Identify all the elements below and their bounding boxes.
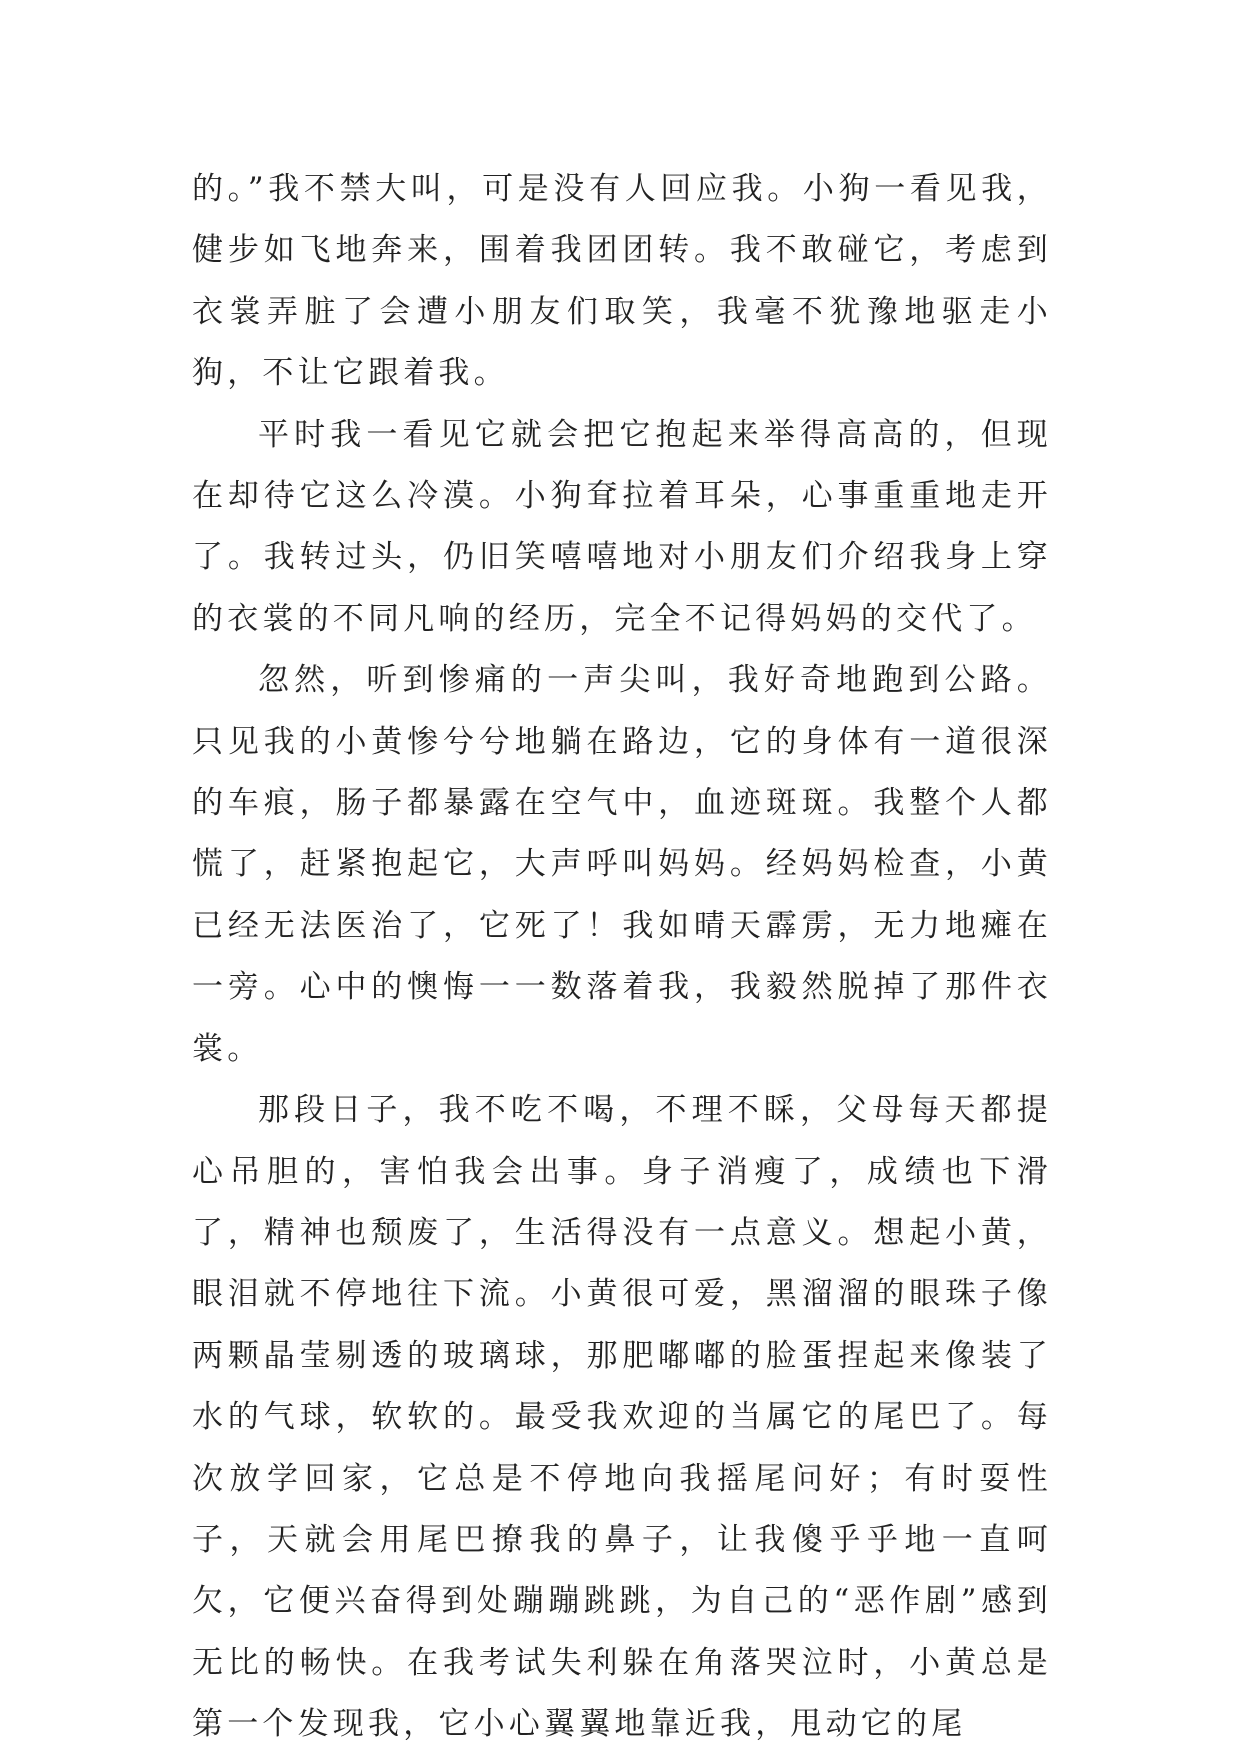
document-body [192,159,1052,1756]
paragraph-1: 的。”我不禁大叫，可是没有人回应我。小狗一看见我，健步如飞地奔来，围着我团团转。我不敢碰它，考虑到衣裳弄脏了会遭小朋友们取笑，我毫不犹豫地驱走小狗，不让它跟着我。 [192,171,1052,392]
paragraph-2: 平时我一看见它就会把它抱起来举得高高的，但现在却待它这么冷漠。小狗耷拉着耳朵，心事重重地走开了。我转过头，仍旧笑嘻嘻地对小朋友们介绍我身上穿的衣裳的不同凡响的经历，完全不记得妈妈的交代了。 [192,416,1052,637]
paragraph-3: 忽然，听到惨痛的一声尖叫，我好奇地跑到公路。只见我的小黄惨兮兮地躺在路边，它的身体有一道很深的车痕，肠子都暴露在空气中，血迹斑斑。我整个人都慌了，赶紧抱起它，大声呼叫妈妈。经妈妈检查，小黄已经无法医治了，它死了！我如晴天霹雳，无力地瘫在一旁。心中的懊悔一一数落着我，我毅然脱掉了那件衣裳。 [192,662,1052,1067]
paragraph-4: 那段日子，我不吃不喝，不理不睬，父母每天都提心吊胆的，害怕我会出事。身子消瘦了，成绩也下滑了，精神也颓废了，生活得没有一点意义。想起小黄，眼泪就不停地往下流。小黄很可爱，黑溜溜的眼珠子像两颗晶莹剔透的玻璃球，那肥嘟嘟的脸蛋捏起来像装了水的气球，软软的。最受我欢迎的当属它的尾巴了。每次放学回家，它总是不停地向我摇尾问好；有时耍性子，天就会用尾巴撩我的鼻子，让我傻乎乎地一直呵欠，它便兴奋得到处蹦蹦跳跳，为自己的“恶作剧”感到无比的畅快。在我考试失利躲在角落哭泣时，小黄总是第一个发现我，它小心翼翼地靠近我，甩动它的尾 [192,1092,1052,1743]
